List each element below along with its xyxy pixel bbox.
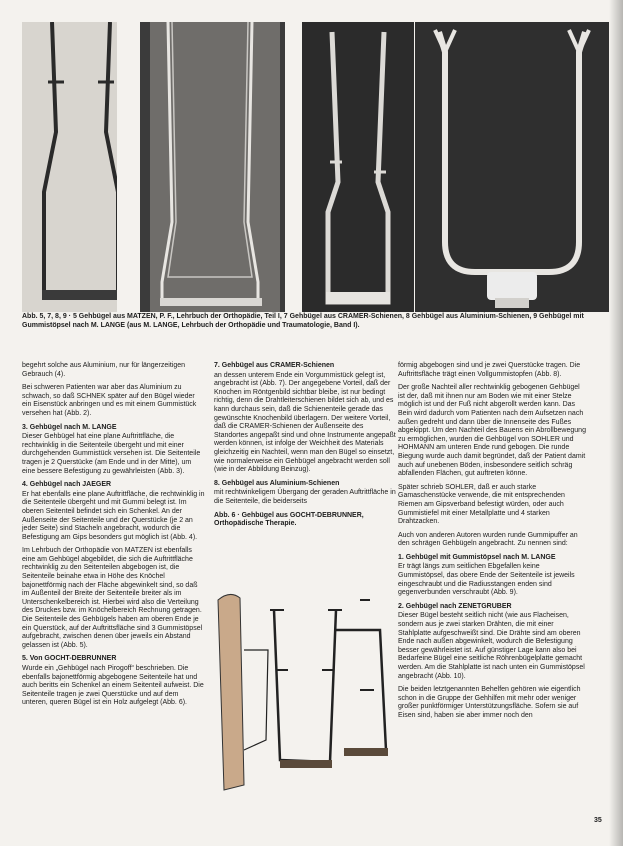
photo-abb-7 [140,22,285,312]
paragraph: Auch von anderen Autoren wurden runde Gummipuffer an den schrägen Gehbügeln angebracht. Zu nennen sind: [398,531,578,548]
paragraph: Im Lehrbuch der Orthopädie von MATZEN ist ebenfalls eine am Gehbügel abgebildet, die sich die Auftrittfläche rechtwinklig zu den Seitenteilen abgebogen ist, die Seitenteile beinahe etwa in Höhe des Knöchel bajonettförmig nach der Fläche abgewinkelt sind, so daß im Außenteil der Breite der Seitenteile breiter als im Unterschenkelbereich ist. Hierbei wird also die Verteilung des Druckes bzw. im Knöchelbereich Rechnung getragen. Die Seitenteile des Gehbügels haben am oberen Ende je ein Querstück, auf der Auftrittsfläche sind 3 Gummistöpsel aufgebracht, zwischen denen über jeweils ein Abstand gelassen ist (Abb. 5). [22,547,203,649]
text-column-3 [398,362,588,726]
section-heading: 5. Von GOCHT-DEBRUNNER [22,655,117,663]
paragraph: begehrt solche aus Aluminium, nur für längerzeitigen Gebrauch (4). [22,362,186,378]
figure-abb-6 [210,590,400,795]
paragraph: Wurde ein „Gehbügel nach Pirogoff“ beschrieben. Die ebenfalls bajonettförmig abgebogene Seitenteile hat und auch beritts ein Schenkel an einem Seitenteil aufweist. Die Seitenteile tragen je zwei Querstücke und auf dem unteren, queren Bügel ist ein Holz aufgelegt (Abb. 6). [22,665,204,707]
figure-caption: Abb. 5, 7, 8, 9 · 5 Gehbügel aus MATZEN, P. F., Lehrbuch der Orthopädie, Teil I, 7 Gehbügel aus CRAMER-Schienen, 8 Gehbügel aus Aluminium-Schienen, 9 Gehbügel mit Gummistöpsel nach M. LANGE (aus M. LANGE, Lehrbuch der Orthopädie und Traumatologie, Band I). [22,313,584,329]
paragraph: Dieser Bügel besteht seitlich nicht (wie aus Flacheisen, sondern aus je zwei starken Drähten, die mit einer Stahlplatte aufgeschweißt sind. Die Drähte sind am oberen Ende nach außen abgewinkelt, wodurch die Befestigung besser gewährleistet ist. Auf günstiger Lage kann also bei Bedarfeine Bügel eine seitliche Röhrenbügelplatte gemacht werden. Am die Stahlplatte ist nach unten ein Gummistöpsel angebracht (Abb. 10). [398,612,585,680]
section-heading: 3. Gehbügel nach M. LANGE [22,423,117,431]
photo-abb-5 [22,22,140,312]
paragraph: Der große Nachteil aller rechtwinklig gebogenen Gehbügel ist der, daß mit ihnen nur am Boden wie mit einer Stelze möglich ist und der Fuß nicht abgerollt werden kann. Das Bein wird dadurch vom Patienten nach dem Aufsetzen nach außen gedreht und dann über die Innenseite des Fußes abgekippt. Um den Nachteil des Bauens ein Abrollbewegung zu ermöglichen, wurden die Gehbügel von SOHLER und HOHMANN am unteren Ende rund gebogen. Die runde Biegung wurde auch damit begründet, daß der Patient damit auch auf unebenen Böden, insbesondere seitlich schräg abfallenden Flächen, gut auftreten könne. [398,384,586,478]
paragraph: Bei schweren Patienten war aber das Aluminium zu schwach, so daß SCHNEK später auf den Bügel wieder ein Eisenstück anbringen und es mit einem Gummistück versehen hat (Abb. 2). [22,384,197,417]
section-heading: 8. Gehbügel aus Aluminium-Schienen [214,479,340,487]
text-column-2 [214,362,397,531]
paragraph: Er trägt längs zum seitlichen Ebgefallen keine Gummistöpsel, das obere Ende der Seitenteile ist jeweils eingeschraubt und die Radiusstangen enden sind gegenverbunden verschraubt (Abb. 9). [398,563,575,597]
walking-iron-matzen-photo [22,22,140,312]
paragraph: Die beiden letztgenannten Behelfen gehören wie eigentlich schon in die Gruppe der Gehhilfen mit mehr oder weniger großer punktförmiger Unterstützungsfläche. Sofern sie auf Eisen sind, haben sie aber immer noch den [398,686,581,719]
walking-iron-aluminium-photo [302,22,414,312]
paragraph: an dessen unterem Ende ein Vorgummistück gelegt ist, angebracht ist (Abb. 7). Der angegebene Vorteil, daß der Knochen im Röntgenbild sichtbar bleibe, ist nur bedingt richtig, denn die Drahtleiterschienen bildet sich ab, und es kann durchaus sein, daß die Schienenteile gerade das gewünschte Knochenbild überlagern. Der weitere Vorteil, daß die CRAMER-Schienen der Außenseite des Standortes angepaßt sind und ohne Instrumente angepaßt werden können, ist infolge der Weichheit des Materials gleichzeitig ein Nachteil, wenn man den Bügel so einsetzt, wie normalerweise ein Gehbügel angebracht werden soll (wie in der Abbildung Beinzug). [214,371,396,474]
walking-iron-lange-photo [415,22,609,312]
gocht-debrunner-drawing [210,590,400,795]
page-edge-shadow [609,0,623,846]
section-heading: 2. Gehbügel nach ZENETGRUBER [398,602,512,610]
paragraph: Dieser Gehbügel hat eine plane Auftrittfläche, die rechtwinklig in die Seitenteile übergeht und mit einer durchgehenden Gummistück versehen ist. Die Seitenteile tragen je 2 Querstücke (am Ende und in der Mitte), um eine bessere Befestigung zu gewährleisten (Abb. 3). [22,433,201,475]
text-column-1 [22,362,205,713]
photo-abb-9 [415,22,609,312]
page-number: 35 [594,817,602,824]
paragraph: förmig abgebogen sind und je zwei Querstücke tragen. Die Auftrittsfläche trägt einen Vollgummistopfen (Abb. 8). [398,362,581,378]
paragraph: Er hat ebenfalls eine plane Auftrittfläche, die rechtwinklig in die Seitenteile übergeht und mit Gummi belegt ist. Im oberen Seitenteil befindet sich ein Schenkel. An der Außenseite der Seitenteile und der Querstücke (je 2 an jeder Seite) sind Stacheln angebracht, wodurch die Befestigung am Gips besonders gut möglich ist (Abb. 4). [22,490,205,541]
paragraph: Später schrieb SOHLER, daß er auch starke Gamaschenstücke verwende, die mit entsprechenden Riemen am Gipsverband befestigt würden, oder auch Gummistiefel mit einer Metallplatte und 4 starken Drahtzacken. [398,483,565,526]
figure-photo-strip [22,22,609,312]
photo-abb-8 [302,22,414,312]
walking-iron-cramer-photo [140,22,285,312]
section-heading: 7. Gehbügel aus CRAMER-Schienen [214,362,335,369]
section-heading: 1. Gehbügel mit Gummistöpsel nach M. LANGE [398,553,556,561]
section-heading: 4. Gehbügel nach JAEGER [22,481,112,489]
figure-6-caption: Abb. 6 · Gehbügel aus GOCHT-DEBRUNNER, Orthopädische Therapie. [214,511,364,528]
paragraph: mit rechtwinkeligem Übergang der geraden Auftrittfläche in die Seitenteile, die beiderseits [214,489,396,505]
